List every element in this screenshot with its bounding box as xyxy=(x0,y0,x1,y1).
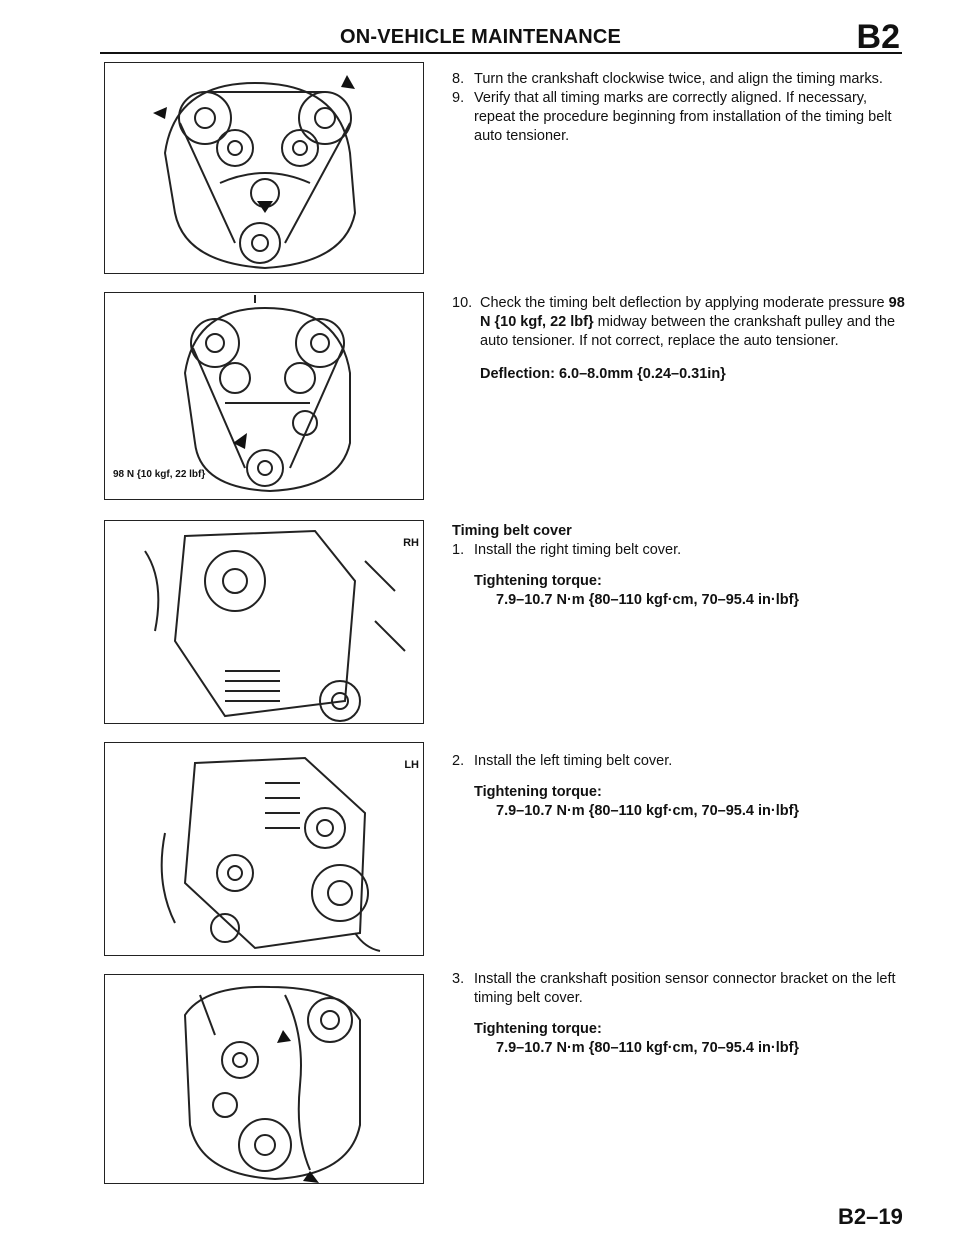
right-cover-illustration xyxy=(105,521,423,723)
torque-label-2: Tightening torque: xyxy=(474,784,602,800)
cover-step-1-block xyxy=(452,522,912,610)
figure-right-cover xyxy=(104,520,424,724)
step-8: 8. Turn the crankshaft clockwise twice, and align the timing marks. xyxy=(452,71,883,87)
cover-step-2: 2. Install the left timing belt cover. xyxy=(452,753,673,769)
page-number: B2–19 xyxy=(838,1204,903,1229)
torque-label-1: Tightening torque: xyxy=(474,573,602,589)
section-code: B2 xyxy=(856,18,900,56)
cover-step-3: 3. Install the crankshaft position sensor connector bracket on the left timing belt cover. xyxy=(452,971,896,1006)
figure-left-cover xyxy=(104,742,424,956)
figure-timing-marks xyxy=(104,62,424,274)
cover-step-2-block xyxy=(452,752,912,821)
torque-value-1: 7.9–10.7 N·m {80–110 kgf·cm, 70–95.4 in·lbf} xyxy=(496,592,800,608)
left-side-tag: LH xyxy=(404,759,419,771)
left-cover-illustration xyxy=(105,743,423,955)
sensor-bracket-illustration xyxy=(105,975,423,1183)
torque-label-3: Tightening torque: xyxy=(474,1021,602,1037)
step-9-text: Verify that all timing marks are correctly aligned. If necessary, repeat the procedure beginning from installation of the timing belt auto tensioner. xyxy=(474,90,892,144)
right-side-tag: RH xyxy=(403,537,419,549)
deflection-force-label: 98 N {10 kgf, 22 lbf} xyxy=(113,469,206,480)
page-header xyxy=(100,18,902,56)
step-10: 10. Check the timing belt deflection by applying moderate pressure 98 N {10 kgf, 22 lbf} midway between the crankshaft pulley and the auto tensioner. If not correct, replace the auto tensioner. xyxy=(452,295,905,349)
cover-step-3-block xyxy=(452,970,912,1058)
deflection-spec: Deflection: 6.0–8.0mm {0.24–0.31in} xyxy=(480,366,726,382)
step-belt-deflection xyxy=(452,294,912,399)
deflection-force: 98 N {10 kgf, 22 lbf} xyxy=(480,295,905,330)
section-title: ON-VEHICLE MAINTENANCE xyxy=(340,26,622,48)
cover-section-title: Timing belt cover xyxy=(452,523,572,539)
torque-value-3: 7.9–10.7 N·m {80–110 kgf·cm, 70–95.4 in·lbf} xyxy=(496,1040,800,1056)
step-9: 9. Verify that all timing marks are correctly aligned. If necessary, repeat the procedure beginning from installation of the timing belt auto tensioner. xyxy=(452,90,892,144)
torque-value-2: 7.9–10.7 N·m {80–110 kgf·cm, 70–95.4 in·lbf} xyxy=(496,803,800,819)
figure-sensor-bracket xyxy=(104,974,424,1184)
steps-timing-alignment xyxy=(452,70,912,146)
engine-timing-illustration xyxy=(105,63,423,273)
figure-belt-deflection xyxy=(104,292,424,500)
step-8-text: Turn the crankshaft clockwise twice, and align the timing marks. xyxy=(474,71,883,87)
cover-step-1: 1. Install the right timing belt cover. xyxy=(452,542,682,558)
